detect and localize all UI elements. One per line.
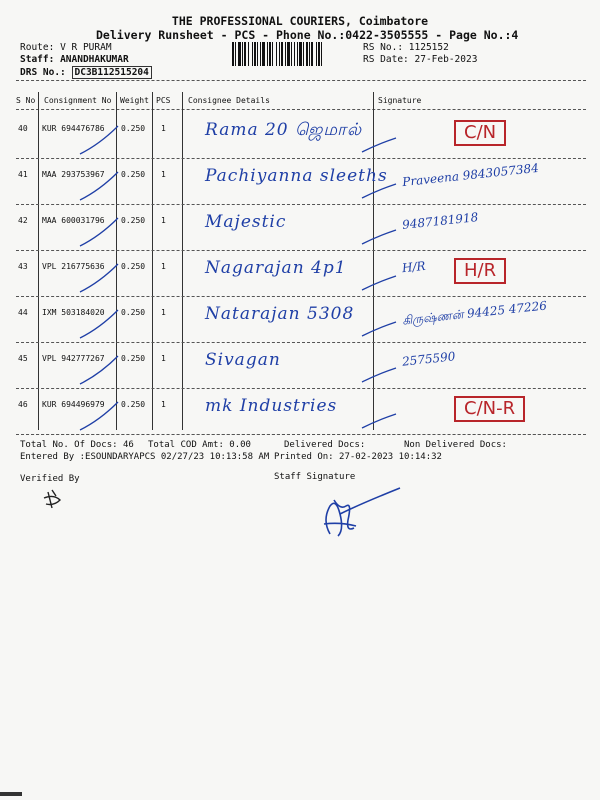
- row-signature-handwritten: Praveena 9843057384: [401, 160, 540, 190]
- row-weight: 0.250: [121, 308, 146, 317]
- pen-stroke: [362, 368, 396, 382]
- pen-stroke: [362, 230, 396, 244]
- row-weight: 0.250: [121, 216, 146, 225]
- barcode-bar: [248, 42, 249, 66]
- barcode-bar: [276, 42, 277, 66]
- verified-by-label: Verified By: [20, 474, 80, 484]
- barcode-bar: [242, 42, 243, 66]
- drs-value: DC3B112515204: [72, 66, 152, 79]
- barcode-bar: [281, 42, 283, 66]
- row-weight: 0.250: [121, 262, 146, 271]
- barcode-bar: [232, 42, 234, 66]
- staff-field: [20, 54, 129, 65]
- row-consignment-no: VPL 942777267: [42, 354, 105, 363]
- row-weight: 0.250: [121, 170, 146, 179]
- row-consignment-no: MAA 600031796: [42, 216, 105, 225]
- row-consignee-handwritten: Pachiyanna sleeths: [205, 166, 388, 186]
- row-sno: 42: [18, 216, 28, 225]
- row-pcs: 1: [161, 216, 166, 225]
- route-field: [20, 42, 112, 53]
- staff-signature-label: Staff Signature: [274, 472, 356, 482]
- staff-signature: [300, 484, 420, 540]
- pen-stroke: [80, 356, 118, 384]
- row-consignment-no: KUR 694496979: [42, 400, 105, 409]
- verified-signature: [40, 488, 70, 512]
- table-row: [0, 390, 600, 436]
- pen-stroke: [80, 310, 118, 338]
- rs-date-label: RS Date:: [363, 54, 409, 65]
- pen-check-mark: [0, 390, 600, 436]
- barcode-bar: [316, 42, 317, 66]
- barcode-bar: [235, 42, 236, 66]
- row-divider: [16, 296, 586, 297]
- row-pcs: 1: [161, 124, 166, 133]
- table-row: [0, 298, 600, 344]
- barcode-bar: [285, 42, 286, 66]
- barcode-bar: [254, 42, 256, 66]
- row-sno: 45: [18, 354, 28, 363]
- drs-field: [20, 67, 152, 78]
- row-consignee-handwritten: Sivagan: [205, 350, 281, 370]
- pen-check-mark: [0, 344, 600, 390]
- pen-stroke: [80, 172, 118, 200]
- barcode-bar: [287, 42, 290, 66]
- row-sno: 46: [18, 400, 28, 409]
- row-consignment-no: KUR 694476786: [42, 124, 105, 133]
- row-divider: [16, 388, 586, 389]
- table-row: [0, 114, 600, 160]
- barcode-bar: [279, 42, 280, 66]
- rs-no-field: [363, 42, 449, 53]
- barcode-bar: [297, 42, 298, 66]
- rs-date-field: [363, 54, 477, 65]
- barcode-bar: [318, 42, 320, 66]
- barcode-bar: [238, 42, 241, 66]
- drs-label: DRS No.:: [20, 67, 66, 78]
- delivered-docs: Delivered Docs:: [284, 440, 366, 450]
- route-label: Route:: [20, 42, 55, 53]
- pen-check-mark: [0, 252, 600, 298]
- barcode-bar: [291, 42, 292, 66]
- pen-check-mark: [0, 114, 600, 160]
- pen-stroke: [80, 402, 118, 430]
- barcode-bar: [260, 42, 261, 66]
- pen-stroke: [80, 126, 118, 154]
- table-row: [0, 344, 600, 390]
- row-divider: [16, 250, 586, 251]
- total-docs: Total No. Of Docs: 46: [20, 440, 134, 450]
- row-status-stamp: C/N: [454, 120, 506, 146]
- pen-stroke: [362, 414, 396, 428]
- printed-on: Printed On: 27-02-2023 10:14:32: [274, 452, 442, 462]
- row-pcs: 1: [161, 354, 166, 363]
- col-signature-header: Signature: [378, 96, 422, 105]
- barcode-bar: [272, 42, 273, 66]
- non-delivered-docs: Non Delivered Docs:: [404, 440, 507, 450]
- pen-stroke: [362, 276, 396, 290]
- route-value: V R PURAM: [60, 42, 112, 53]
- row-sno: 44: [18, 308, 28, 317]
- col-pcs-header: PCS: [156, 96, 171, 105]
- pen-stroke: [80, 218, 118, 246]
- col-weight-header: Weight: [120, 96, 149, 105]
- row-consignee-handwritten: mk Industries: [205, 396, 338, 416]
- row-consignee-handwritten: Rama 20 ஜெமால்: [205, 120, 363, 140]
- row-consignment-no: IXM 503184020: [42, 308, 105, 317]
- entered-by: Entered By :ESOUNDARYAPCS 02/27/23 10:13:58 AM: [20, 452, 270, 462]
- staff-value: ANANDHAKUMAR: [60, 54, 129, 65]
- row-weight: 0.250: [121, 124, 146, 133]
- footer-divider: [16, 434, 586, 435]
- pen-check-mark: [0, 206, 600, 252]
- pen-stroke: [80, 264, 118, 292]
- row-consignee-handwritten: Nagarajan 4p1: [205, 258, 347, 278]
- barcode-bar: [309, 42, 310, 66]
- row-pcs: 1: [161, 262, 166, 271]
- row-sno: 43: [18, 262, 28, 271]
- col-consignee-header: Consignee Details: [188, 96, 270, 105]
- barcode-bar: [269, 42, 271, 66]
- barcode-bar: [299, 42, 302, 66]
- row-signature-handwritten: H/R: [401, 258, 427, 276]
- row-consignee-handwritten: Natarajan 5308: [205, 304, 355, 324]
- pen-stroke: [362, 322, 396, 336]
- pen-check-mark: [0, 160, 600, 206]
- barcode-bar: [311, 42, 313, 66]
- col-sno-header: S No: [16, 96, 36, 105]
- barcode-bar: [294, 42, 295, 66]
- row-weight: 0.250: [121, 400, 146, 409]
- row-status-stamp: C/N-R: [454, 396, 525, 422]
- row-status-stamp: H/R: [454, 258, 506, 284]
- row-pcs: 1: [161, 400, 166, 409]
- runsheet-subtitle: Delivery Runsheet - PCS - Phone No.:0422-3505555 - Page No.:4: [96, 28, 519, 42]
- row-weight: 0.250: [121, 354, 146, 363]
- row-signature-handwritten: 9487181918: [401, 210, 479, 232]
- row-consignment-no: MAA 293753967: [42, 170, 105, 179]
- row-sno: 41: [18, 170, 28, 179]
- row-pcs: 1: [161, 170, 166, 179]
- table-row: [0, 160, 600, 206]
- table-row: [0, 252, 600, 298]
- column-header-divider: [16, 109, 586, 110]
- row-signature-handwritten: 2575590: [401, 349, 457, 369]
- rs-date-value: 27-Feb-2023: [414, 54, 478, 65]
- row-divider: [16, 204, 586, 205]
- row-consignment-no: VPL 216775636: [42, 262, 105, 271]
- rs-no-value: 1125152: [408, 42, 449, 53]
- row-signature-handwritten: கிருஷ்ணன் 94425 47226: [401, 298, 548, 328]
- scan-edge-mark: [0, 792, 22, 796]
- barcode-bar: [267, 42, 268, 66]
- pen-stroke: [362, 138, 396, 152]
- barcode-bar: [244, 42, 246, 66]
- company-title: THE PROFESSIONAL COURIERS, Coimbatore: [171, 14, 429, 28]
- row-pcs: 1: [161, 308, 166, 317]
- staff-label: Staff:: [20, 54, 55, 65]
- barcode-bar: [257, 42, 258, 66]
- barcode-bar: [321, 42, 322, 66]
- row-consignee-handwritten: Majestic: [205, 212, 287, 232]
- header-divider: [16, 80, 586, 81]
- row-sno: 40: [18, 124, 28, 133]
- rs-no-label: RS No.:: [363, 42, 404, 53]
- pen-check-mark: [0, 298, 600, 344]
- pen-stroke: [362, 184, 396, 198]
- row-divider: [16, 342, 586, 343]
- barcode-bar: [252, 42, 253, 66]
- barcode-bar: [306, 42, 308, 66]
- barcode-image: [232, 42, 356, 66]
- col-consignment-header: Consignment No: [44, 96, 112, 105]
- table-row: [0, 206, 600, 252]
- barcode-bar: [303, 42, 304, 66]
- barcode-bar: [262, 42, 265, 66]
- row-divider: [16, 158, 586, 159]
- total-cod: Total COD Amt: 0.00: [148, 440, 251, 450]
